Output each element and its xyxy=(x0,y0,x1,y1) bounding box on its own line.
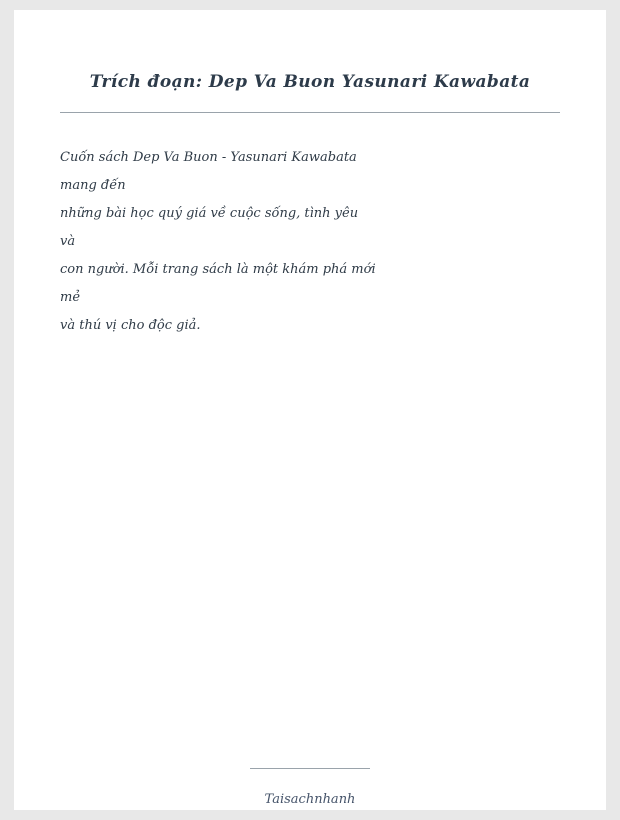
body-line: Cuốn sách Dep Va Buon - Yasunari Kawabata xyxy=(60,150,357,165)
document-page xyxy=(14,10,606,810)
document-body xyxy=(60,144,560,340)
footer-divider xyxy=(250,768,370,769)
body-line: mẻ xyxy=(60,290,81,305)
body-line: mang đến xyxy=(60,178,126,193)
title-divider xyxy=(60,112,560,113)
body-line: và xyxy=(60,234,76,249)
footer-credit: Taisachnhanh xyxy=(264,792,356,807)
body-line: những bài học quý giá về cuộc sống, tình yêu xyxy=(60,206,359,221)
body-line: và thú vị cho độc giả. xyxy=(60,318,201,333)
body-line: con người. Mỗi trang sách là một khám phá mới xyxy=(60,262,376,277)
page-title: Trích đoạn: Dep Va Buon Yasunari Kawabata xyxy=(89,72,531,92)
